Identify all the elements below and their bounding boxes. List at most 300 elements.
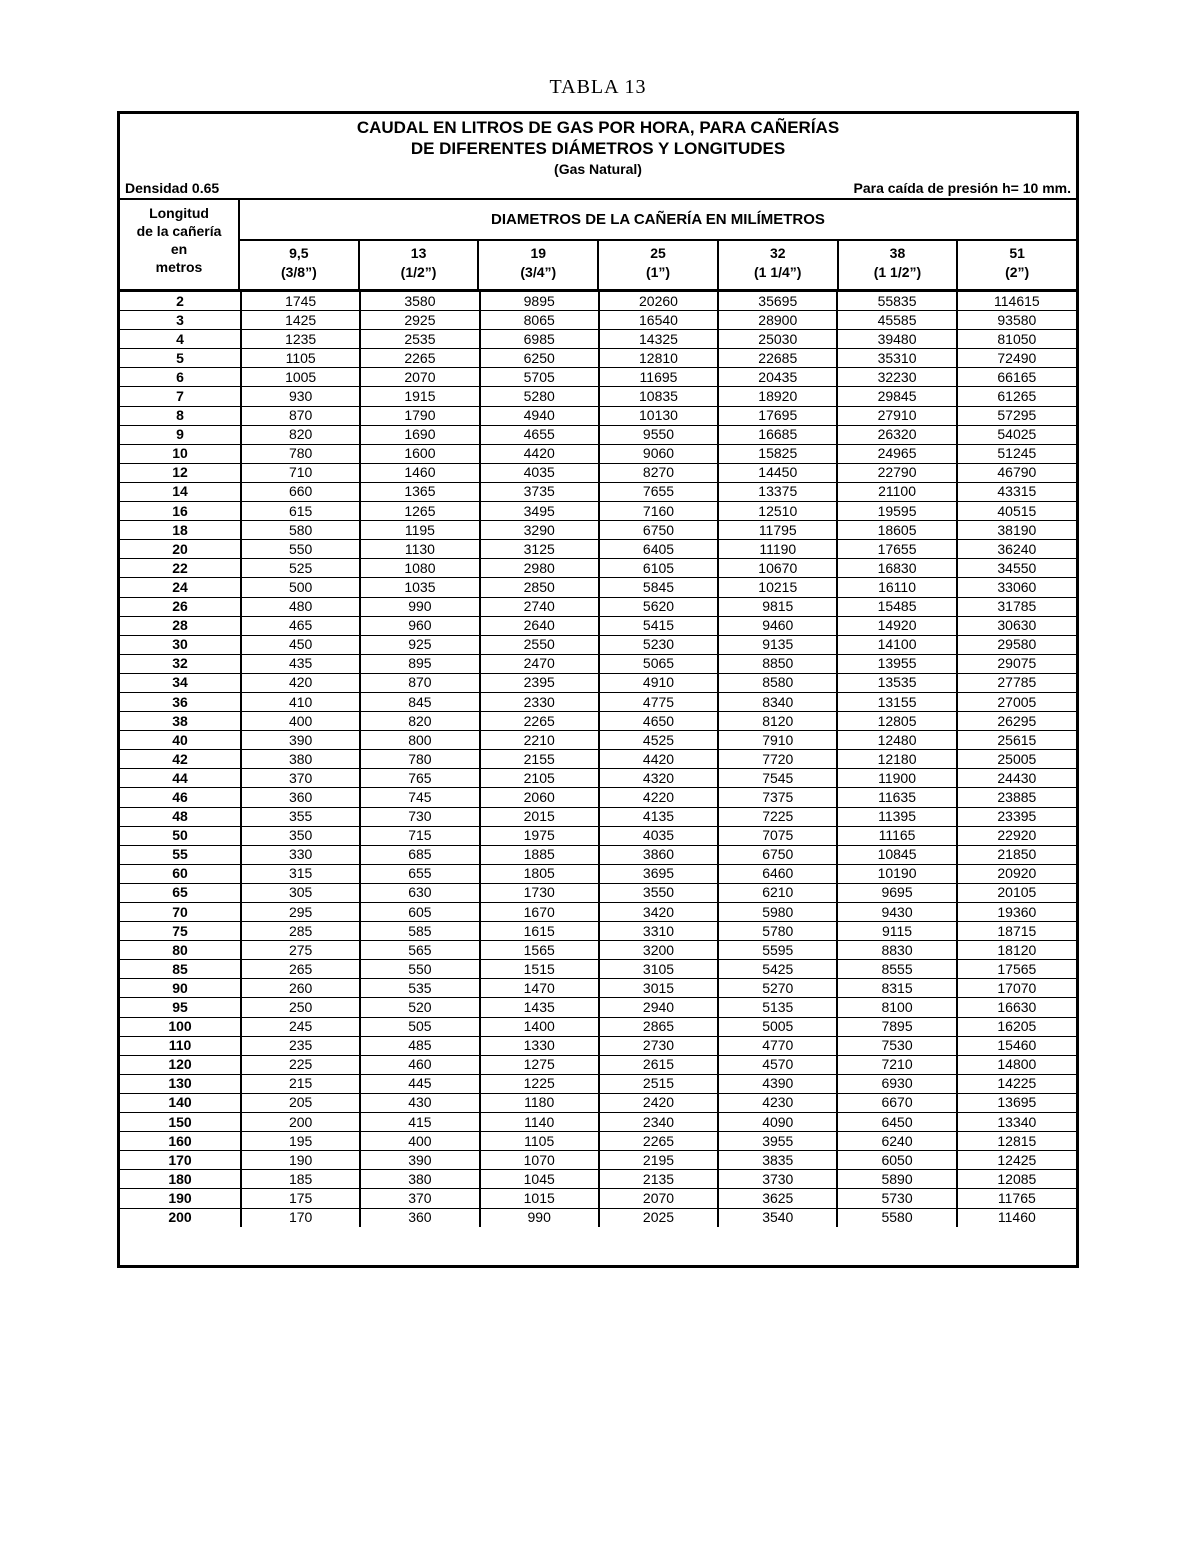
flow-cell: 2640 [480, 616, 599, 635]
data-table-body [120, 292, 1076, 1227]
table-row [120, 368, 1076, 387]
diameter-mm: 19 [530, 245, 547, 261]
table-row [120, 635, 1076, 654]
length-cell: 130 [120, 1074, 241, 1093]
flow-cell: 2265 [480, 712, 599, 731]
diameter-mm: 25 [650, 245, 666, 261]
flow-cell: 36240 [957, 540, 1076, 559]
flow-cell: 24965 [837, 444, 956, 463]
flow-cell: 18605 [837, 521, 956, 540]
flow-cell: 8580 [718, 673, 837, 692]
flow-cell: 580 [241, 521, 360, 540]
flow-cell: 4230 [718, 1093, 837, 1112]
flow-cell: 3730 [718, 1170, 837, 1189]
flow-cell: 13695 [957, 1093, 1076, 1112]
flow-cell: 28900 [718, 311, 837, 330]
flow-cell: 10845 [837, 845, 956, 864]
flow-cell: 16685 [718, 425, 837, 444]
flow-cell: 1885 [480, 845, 599, 864]
diameter-mm: 9,5 [289, 245, 309, 261]
length-cell: 36 [120, 692, 241, 711]
flow-cell: 55835 [837, 292, 956, 311]
flow-cell: 32230 [837, 368, 956, 387]
flow-cell: 460 [360, 1055, 479, 1074]
length-cell: 120 [120, 1055, 241, 1074]
diameter-header [956, 241, 1076, 289]
flow-cell: 1670 [480, 903, 599, 922]
length-cell: 7 [120, 387, 241, 406]
table-row [120, 406, 1076, 425]
flow-cell: 415 [360, 1113, 479, 1132]
diameter-columns [240, 241, 1076, 289]
table-row [120, 1189, 1076, 1208]
flow-cell: 11190 [718, 540, 837, 559]
length-cell: 42 [120, 750, 241, 769]
length-header-line: Longitud [149, 205, 209, 221]
flow-cell: 5415 [599, 616, 718, 635]
flow-cell: 630 [360, 883, 479, 902]
page-title: TABLA 13 [549, 76, 647, 98]
length-cell: 38 [120, 712, 241, 731]
flow-cell: 12810 [599, 349, 718, 368]
flow-cell: 1690 [360, 425, 479, 444]
table-row [120, 769, 1076, 788]
flow-cell: 45585 [837, 311, 956, 330]
flow-cell: 4320 [599, 769, 718, 788]
flow-cell: 925 [360, 635, 479, 654]
gas-flow-table [117, 111, 1079, 1268]
flow-cell: 4035 [599, 826, 718, 845]
flow-cell: 2060 [480, 788, 599, 807]
flow-cell: 12180 [837, 750, 956, 769]
table-header [120, 114, 1076, 200]
flow-cell: 5135 [718, 998, 837, 1017]
flow-cell: 2730 [599, 1036, 718, 1055]
flow-cell: 380 [360, 1170, 479, 1189]
flow-cell: 465 [241, 616, 360, 635]
diameter-mm: 32 [769, 245, 786, 261]
flow-cell: 21850 [957, 845, 1076, 864]
flow-cell: 6930 [837, 1074, 956, 1093]
flow-cell: 6750 [718, 845, 837, 864]
flow-cell: 12480 [837, 731, 956, 750]
flow-cell: 1460 [360, 463, 479, 482]
table-row [120, 444, 1076, 463]
flow-cell: 15485 [837, 597, 956, 616]
flow-cell: 17655 [837, 540, 956, 559]
length-cell: 24 [120, 578, 241, 597]
diameter-header [597, 241, 717, 289]
table-row [120, 826, 1076, 845]
flow-cell: 9060 [599, 444, 718, 463]
flow-cell: 485 [360, 1036, 479, 1055]
flow-cell: 5065 [599, 654, 718, 673]
table-row [120, 750, 1076, 769]
flow-cell: 9430 [837, 903, 956, 922]
flow-cell: 11765 [957, 1189, 1076, 1208]
flow-cell: 5270 [718, 979, 837, 998]
flow-cell: 8315 [837, 979, 956, 998]
diameter-header [358, 241, 478, 289]
flow-cell: 27785 [957, 673, 1076, 692]
flow-cell: 4570 [718, 1055, 837, 1074]
flow-cell: 265 [241, 960, 360, 979]
flow-cell: 2940 [599, 998, 718, 1017]
flow-cell: 1915 [360, 387, 479, 406]
table-row [120, 1132, 1076, 1151]
flow-cell: 22920 [957, 826, 1076, 845]
flow-cell: 1180 [480, 1093, 599, 1112]
table-row [120, 578, 1076, 597]
table-row [120, 1036, 1076, 1055]
flow-cell: 4390 [718, 1074, 837, 1093]
flow-cell: 31785 [957, 597, 1076, 616]
flow-cell: 315 [241, 864, 360, 883]
flow-cell: 215 [241, 1074, 360, 1093]
flow-cell: 10835 [599, 387, 718, 406]
flow-cell: 10215 [718, 578, 837, 597]
flow-cell: 765 [360, 769, 479, 788]
flow-cell: 370 [360, 1189, 479, 1208]
flow-cell: 16110 [837, 578, 956, 597]
flow-cell: 450 [241, 635, 360, 654]
flow-cell: 1730 [480, 883, 599, 902]
flow-cell: 27005 [957, 692, 1076, 711]
flow-cell: 17070 [957, 979, 1076, 998]
flow-cell: 2535 [360, 330, 479, 349]
flow-cell: 4135 [599, 807, 718, 826]
diameter-inch: (1 1/2”) [873, 264, 922, 280]
flow-cell: 1435 [480, 998, 599, 1017]
flow-cell: 175 [241, 1189, 360, 1208]
length-header-line: metros [155, 259, 203, 275]
table-row [120, 1208, 1076, 1227]
flow-cell: 43315 [957, 482, 1076, 501]
flow-cell: 39480 [837, 330, 956, 349]
flow-cell: 4775 [599, 692, 718, 711]
flow-cell: 190 [241, 1151, 360, 1170]
flow-cell: 1015 [480, 1189, 599, 1208]
length-cell: 170 [120, 1151, 241, 1170]
flow-cell: 33060 [957, 578, 1076, 597]
flow-cell: 4655 [480, 425, 599, 444]
flow-cell: 505 [360, 1017, 479, 1036]
flow-cell: 20260 [599, 292, 718, 311]
flow-cell: 61265 [957, 387, 1076, 406]
flow-cell: 1035 [360, 578, 479, 597]
flow-cell: 16630 [957, 998, 1076, 1017]
table-row [120, 673, 1076, 692]
flow-cell: 1005 [241, 368, 360, 387]
flow-cell: 6450 [837, 1113, 956, 1132]
flow-cell: 4770 [718, 1036, 837, 1055]
flow-cell: 5005 [718, 1017, 837, 1036]
flow-cell: 1130 [360, 540, 479, 559]
table-row [120, 521, 1076, 540]
length-cell: 26 [120, 597, 241, 616]
flow-cell: 480 [241, 597, 360, 616]
flow-cell: 12805 [837, 712, 956, 731]
flow-cell: 1275 [480, 1055, 599, 1074]
length-cell: 160 [120, 1132, 241, 1151]
flow-cell: 20105 [957, 883, 1076, 902]
length-column-header [120, 200, 240, 289]
flow-cell: 20920 [957, 864, 1076, 883]
flow-cell: 5230 [599, 635, 718, 654]
flow-cell: 1975 [480, 826, 599, 845]
length-cell: 110 [120, 1036, 241, 1055]
flow-cell: 420 [241, 673, 360, 692]
flow-cell: 1470 [480, 979, 599, 998]
flow-cell: 3105 [599, 960, 718, 979]
diameter-mm: 38 [889, 245, 906, 261]
flow-cell: 550 [241, 540, 360, 559]
flow-cell: 6750 [599, 521, 718, 540]
table-row [120, 979, 1076, 998]
flow-cell: 1615 [480, 922, 599, 941]
flow-cell: 34550 [957, 559, 1076, 578]
flow-cell: 2865 [599, 1017, 718, 1036]
length-cell: 75 [120, 922, 241, 941]
flow-cell: 81050 [957, 330, 1076, 349]
flow-cell: 7895 [837, 1017, 956, 1036]
table-row [120, 1017, 1076, 1036]
flow-cell: 390 [241, 731, 360, 750]
flow-cell: 8100 [837, 998, 956, 1017]
flow-cell: 745 [360, 788, 479, 807]
flow-cell: 550 [360, 960, 479, 979]
flow-cell: 4220 [599, 788, 718, 807]
flow-cell: 360 [360, 1208, 479, 1227]
flow-cell: 5280 [480, 387, 599, 406]
data-table [120, 292, 1076, 1227]
flow-cell: 4420 [480, 444, 599, 463]
table-row [120, 998, 1076, 1017]
flow-cell: 19360 [957, 903, 1076, 922]
table-row [120, 692, 1076, 711]
flow-cell: 845 [360, 692, 479, 711]
flow-cell: 260 [241, 979, 360, 998]
table-title-line-1: CAUDAL EN LITROS DE GAS POR HORA, PARA CAÑERÍAS [356, 118, 840, 137]
flow-cell: 2740 [480, 597, 599, 616]
flow-cell: 16830 [837, 559, 956, 578]
flow-cell: 3310 [599, 922, 718, 941]
flow-cell: 66165 [957, 368, 1076, 387]
flow-cell: 4035 [480, 463, 599, 482]
length-cell: 85 [120, 960, 241, 979]
flow-cell: 2105 [480, 769, 599, 788]
flow-cell: 360 [241, 788, 360, 807]
diameter-inch: (1”) [645, 264, 671, 280]
flow-cell: 7910 [718, 731, 837, 750]
flow-cell: 2135 [599, 1170, 718, 1189]
flow-cell: 11460 [957, 1208, 1076, 1227]
flow-cell: 1140 [480, 1113, 599, 1132]
flow-cell: 13955 [837, 654, 956, 673]
flow-cell: 870 [360, 673, 479, 692]
length-header-line: de la cañería [136, 223, 222, 239]
flow-cell: 4910 [599, 673, 718, 692]
length-cell: 6 [120, 368, 241, 387]
flow-cell: 8850 [718, 654, 837, 673]
flow-cell: 565 [360, 941, 479, 960]
flow-cell: 6050 [837, 1151, 956, 1170]
flow-cell: 350 [241, 826, 360, 845]
flow-cell: 2070 [360, 368, 479, 387]
table-row [120, 654, 1076, 673]
diameter-header [240, 241, 358, 289]
flow-cell: 7720 [718, 750, 837, 769]
flow-cell: 5730 [837, 1189, 956, 1208]
flow-cell: 2155 [480, 750, 599, 769]
flow-cell: 11795 [718, 521, 837, 540]
flow-cell: 14450 [718, 463, 837, 482]
flow-cell: 1745 [241, 292, 360, 311]
flow-cell: 12425 [957, 1151, 1076, 1170]
table-row [120, 463, 1076, 482]
flow-cell: 14325 [599, 330, 718, 349]
flow-cell: 9135 [718, 635, 837, 654]
flow-cell: 3860 [599, 845, 718, 864]
flow-cell: 8340 [718, 692, 837, 711]
diameter-inch: (3/4”) [520, 264, 557, 280]
flow-cell: 2925 [360, 311, 479, 330]
length-cell: 48 [120, 807, 241, 826]
flow-cell: 15825 [718, 444, 837, 463]
table-row [120, 559, 1076, 578]
flow-cell: 5890 [837, 1170, 956, 1189]
flow-cell: 535 [360, 979, 479, 998]
table-row [120, 349, 1076, 368]
diameter-header [837, 241, 957, 289]
flow-cell: 3625 [718, 1189, 837, 1208]
table-row [120, 960, 1076, 979]
flow-cell: 5780 [718, 922, 837, 941]
table-row [120, 1055, 1076, 1074]
flow-cell: 195 [241, 1132, 360, 1151]
flow-cell: 400 [241, 712, 360, 731]
table-row [120, 1074, 1076, 1093]
flow-cell: 5425 [718, 960, 837, 979]
flow-cell: 10190 [837, 864, 956, 883]
table-row [120, 482, 1076, 501]
flow-cell: 35695 [718, 292, 837, 311]
flow-cell: 660 [241, 482, 360, 501]
flow-cell: 2330 [480, 692, 599, 711]
length-cell: 20 [120, 540, 241, 559]
flow-cell: 245 [241, 1017, 360, 1036]
flow-cell: 3015 [599, 979, 718, 998]
table-row [120, 807, 1076, 826]
flow-cell: 9815 [718, 597, 837, 616]
flow-cell: 38190 [957, 521, 1076, 540]
flow-cell: 2470 [480, 654, 599, 673]
flow-cell: 2515 [599, 1074, 718, 1093]
flow-cell: 4650 [599, 712, 718, 731]
flow-cell: 525 [241, 559, 360, 578]
flow-cell: 3200 [599, 941, 718, 960]
flow-cell: 6460 [718, 864, 837, 883]
flow-cell: 800 [360, 731, 479, 750]
flow-cell: 7210 [837, 1055, 956, 1074]
flow-cell: 4090 [718, 1113, 837, 1132]
flow-cell: 35310 [837, 349, 956, 368]
flow-cell: 13155 [837, 692, 956, 711]
flow-cell: 2265 [360, 349, 479, 368]
diameter-inch: (2”) [1005, 264, 1030, 280]
flow-cell: 780 [360, 750, 479, 769]
length-cell: 8 [120, 406, 241, 425]
flow-cell: 3550 [599, 883, 718, 902]
flow-cell: 4420 [599, 750, 718, 769]
table-row [120, 1151, 1076, 1170]
flow-cell: 93580 [957, 311, 1076, 330]
table-row [120, 845, 1076, 864]
length-cell: 90 [120, 979, 241, 998]
length-cell: 18 [120, 521, 241, 540]
flow-cell: 3495 [480, 502, 599, 521]
flow-cell: 435 [241, 654, 360, 673]
pressure-drop-label: Para caída de presión h= 10 mm. [853, 180, 1071, 196]
flow-cell: 5595 [718, 941, 837, 960]
length-cell: 44 [120, 769, 241, 788]
flow-cell: 930 [241, 387, 360, 406]
flow-cell: 500 [241, 578, 360, 597]
table-subtitle: (Gas Natural) [554, 161, 642, 177]
flow-cell: 5705 [480, 368, 599, 387]
flow-cell: 960 [360, 616, 479, 635]
length-cell: 12 [120, 463, 241, 482]
flow-cell: 820 [241, 425, 360, 444]
flow-cell: 20435 [718, 368, 837, 387]
flow-cell: 3290 [480, 521, 599, 540]
flow-cell: 30630 [957, 616, 1076, 635]
flow-cell: 23395 [957, 807, 1076, 826]
table-row [120, 941, 1076, 960]
length-cell: 22 [120, 559, 241, 578]
flow-cell: 2395 [480, 673, 599, 692]
length-cell: 60 [120, 864, 241, 883]
flow-cell: 3420 [599, 903, 718, 922]
flow-cell: 185 [241, 1170, 360, 1189]
flow-cell: 380 [241, 750, 360, 769]
flow-cell: 12510 [718, 502, 837, 521]
flow-cell: 9115 [837, 922, 956, 941]
flow-cell: 1400 [480, 1017, 599, 1036]
flow-cell: 27910 [837, 406, 956, 425]
flow-cell: 6105 [599, 559, 718, 578]
flow-cell: 1805 [480, 864, 599, 883]
flow-cell: 655 [360, 864, 479, 883]
flow-cell: 5620 [599, 597, 718, 616]
flow-cell: 870 [241, 406, 360, 425]
flow-cell: 390 [360, 1151, 479, 1170]
table-row [120, 788, 1076, 807]
length-cell: 46 [120, 788, 241, 807]
table-row [120, 864, 1076, 883]
length-cell: 55 [120, 845, 241, 864]
table-row [120, 1093, 1076, 1112]
flow-cell: 235 [241, 1036, 360, 1055]
flow-cell: 8120 [718, 712, 837, 731]
length-cell: 100 [120, 1017, 241, 1036]
flow-cell: 1225 [480, 1074, 599, 1093]
length-cell: 2 [176, 292, 184, 309]
flow-cell: 2615 [599, 1055, 718, 1074]
table-row [120, 330, 1076, 349]
flow-cell: 10130 [599, 406, 718, 425]
flow-cell: 8555 [837, 960, 956, 979]
